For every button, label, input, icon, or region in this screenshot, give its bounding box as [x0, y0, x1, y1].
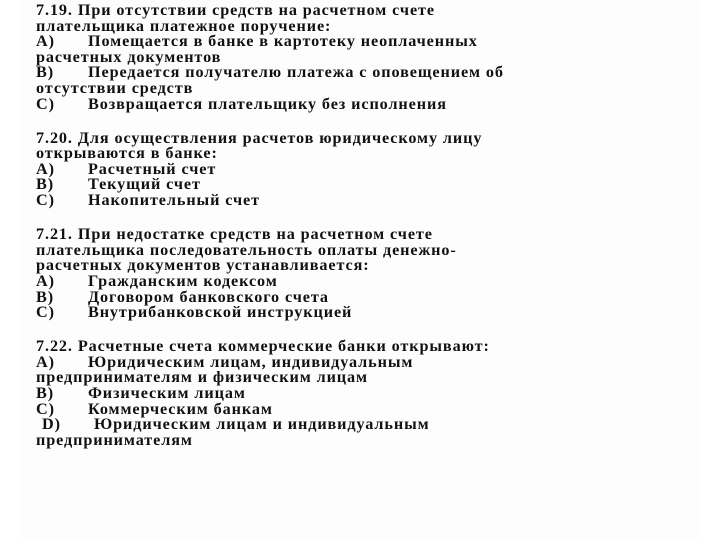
option-letter: A)	[36, 271, 55, 290]
option-letter: A)	[36, 32, 55, 51]
question-text: Расчетные счета коммерческие банки открывают:	[77, 337, 490, 356]
option-text-continuation: предпринимателям и физическим лицам	[36, 368, 368, 387]
question-text: плательщика платежное поручение:	[36, 16, 332, 35]
option-text: Договором банковского счета	[88, 287, 329, 306]
option-text: Внутрибанковской инструкцией	[88, 303, 353, 322]
option-text: Юридическим лицам и индивидуальным	[94, 415, 430, 434]
answer-option	[36, 94, 696, 113]
option-letter: C)	[36, 94, 55, 113]
answer-option	[36, 305, 696, 321]
question-text: открываются в банке:	[36, 144, 218, 163]
option-text: Коммерческим банкам	[88, 399, 273, 418]
question-4	[36, 339, 696, 448]
option-letter: C)	[36, 399, 55, 418]
option-text: Накопительный счет	[88, 191, 260, 210]
option-text: Помещается в банке в картотеку неоплаченных	[88, 32, 478, 51]
option-text: Текущий счет	[88, 175, 201, 194]
question-2	[36, 128, 696, 210]
question-number: 7.21.	[36, 225, 73, 244]
question-number: 7.20.	[36, 128, 73, 147]
question-text: плательщика последовательность оплаты денежно-	[36, 240, 457, 259]
option-letter: A)	[36, 159, 55, 178]
option-letter: B)	[36, 383, 54, 402]
question-text: При отсутствии средств на расчетном счете	[77, 1, 435, 19]
option-text: Расчетный счет	[88, 159, 217, 178]
question-1	[36, 3, 696, 112]
option-text-continuation: расчетных документов	[36, 47, 222, 66]
option-letter: B)	[36, 175, 54, 194]
option-letter: B)	[36, 63, 54, 82]
option-letter: C)	[36, 303, 55, 322]
option-text: Возвращается плательщику без исполнения	[88, 94, 447, 113]
option-letter: A)	[36, 352, 55, 371]
option-letter: B)	[36, 287, 54, 306]
question-list	[36, 3, 696, 467]
option-text: Передается получателю платежа с оповещением об	[88, 63, 504, 82]
option-letter: D)	[42, 415, 61, 434]
question-number: 7.22.	[36, 337, 73, 356]
question-3	[36, 227, 696, 321]
option-text-continuation: отсутствии средств	[36, 78, 194, 97]
question-text: При недостатке средств на расчетном счете	[77, 225, 433, 244]
option-text: Юридическим лицам, индивидуальным	[88, 352, 414, 371]
question-text: Для осуществления расчетов юридическому лицу	[77, 128, 483, 147]
option-text-continuation: предпринимателям	[36, 430, 193, 449]
option-text: Гражданским кодексом	[88, 271, 278, 290]
option-text: Физическим лицам	[88, 383, 246, 402]
question-number: 7.19.	[36, 1, 73, 19]
answer-option	[36, 193, 696, 209]
option-letter: C)	[36, 191, 55, 210]
question-text: расчетных документов устанавливается:	[36, 256, 370, 275]
scanned-document	[22, 0, 698, 540]
